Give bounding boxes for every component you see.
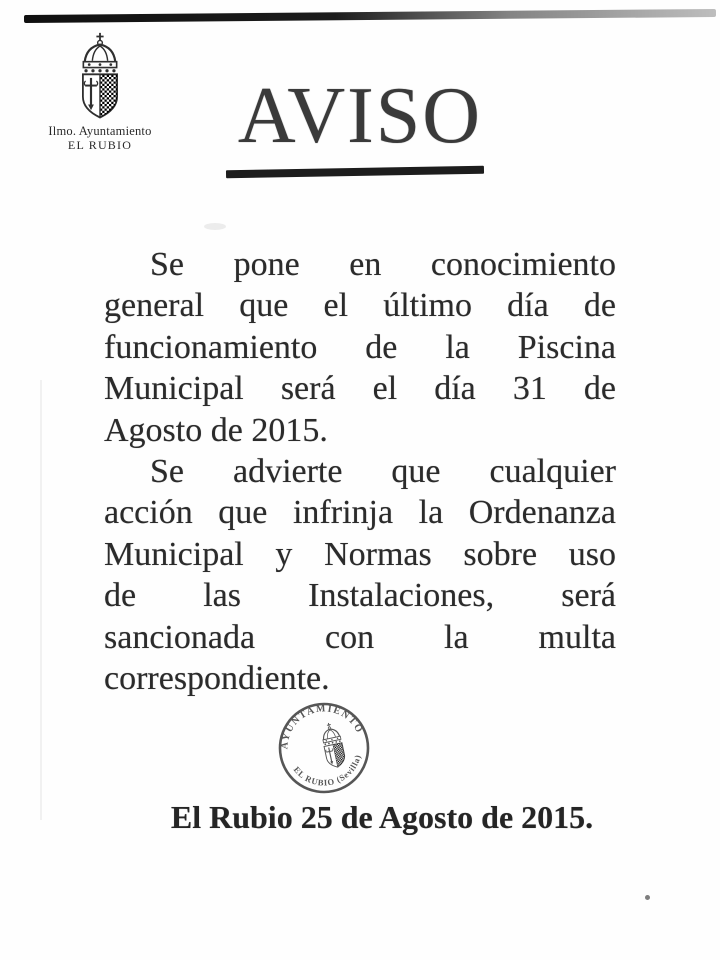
body-line: Municipal y Normas sobre uso [104,535,616,573]
notice-title: AVISO [237,72,483,160]
body-line: acción que infrinja la Ordenanza [104,494,616,532]
body-line: Se advierte que cualquier [150,452,616,490]
stamp-bottom-text: EL RUBIO (Sevilla) [291,753,363,788]
scan-artifact-smudge [204,223,226,230]
body-line: correspondiente. [104,659,330,697]
body-line: Municipal será el día 31 de [104,370,616,408]
date-line: El Rubio 25 de Agosto de 2015. [170,799,594,835]
crest-org-name: Ilmo. Ayuntamiento [48,124,152,138]
body-line: sancionada con la multa [104,618,616,656]
crest-town-name: EL RUBIO [67,138,133,152]
round-seal-icon [267,691,381,805]
body-line: Se pone en conocimiento [150,246,616,283]
title-underline [226,166,484,179]
body-line: general que el último día de [104,287,616,325]
scan-artifact-top-line [24,9,716,23]
body-line: Agosto de 2015. [104,411,328,449]
official-stamp [267,691,381,805]
scan-artifact-dot [645,895,650,900]
notice-body [104,244,616,699]
body-line: de las Instalaciones, será [104,577,616,615]
stamp-top-text: AYUNTAMIENTO [279,703,366,750]
scan-artifact-left-line [40,380,42,820]
stamp-coat-of-arms-icon [319,721,346,769]
body-line: funcionamiento de la Piscina [104,328,616,366]
